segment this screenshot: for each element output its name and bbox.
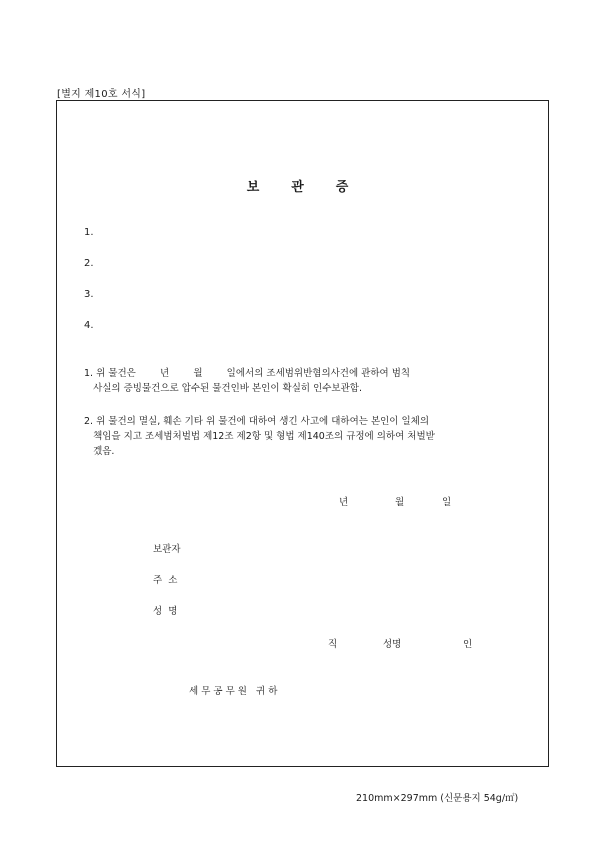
title-char-3: 증 — [335, 180, 349, 195]
date-year: 년 — [339, 497, 349, 508]
note-1-line-2: 사실의 증빙물건으로 압수된 물건인바 본인이 확실히 인수보관함. — [93, 383, 362, 394]
item-number-4: 4. — [84, 320, 94, 331]
document-title — [0, 176, 595, 195]
item-number-2: 2. — [84, 258, 94, 269]
note-1 — [84, 366, 410, 396]
custodian-label: 보관자 — [153, 544, 181, 555]
note-2-line-2: 책임을 지고 조세범처벌법 제12조 제2항 및 형법 제140조의 규정에 의하여 처벌받 — [93, 431, 435, 442]
date-day: 일 — [442, 497, 452, 508]
addressee: 세 무 공 무 원 귀 하 — [189, 686, 278, 697]
item-number-3: 3. — [84, 289, 94, 300]
paper-spec-footer: 210mm×297mm (신문용지 54g/㎡) — [356, 793, 519, 804]
form-label: [별지 제10호 서식] — [57, 89, 146, 100]
custodian-address-label: 주 소 — [153, 575, 178, 586]
custodian-name-label: 성 명 — [153, 606, 178, 617]
note-1-line-1: 위 물건은 년 월 일에서의 조세범위반혐의사건에 관하여 범칙 — [96, 368, 411, 379]
title-char-2: 관 — [291, 180, 304, 195]
date-month: 월 — [395, 497, 405, 508]
signature-name: 성명 — [383, 639, 402, 650]
note-2-line-3: 겠음. — [93, 446, 115, 457]
signature-seal: 인 — [463, 639, 473, 650]
note-2-number: 2. — [84, 416, 94, 427]
item-number-1: 1. — [84, 227, 94, 238]
title-char-1: 보 — [246, 180, 260, 195]
signature-position: 직 — [328, 639, 338, 650]
note-2 — [84, 414, 435, 459]
note-2-line-1: 위 물건의 멸실, 훼손 기타 위 물건에 대하여 생긴 사고에 대하여는 본인이 일체의 — [96, 416, 430, 427]
note-1-number: 1. — [84, 368, 94, 379]
